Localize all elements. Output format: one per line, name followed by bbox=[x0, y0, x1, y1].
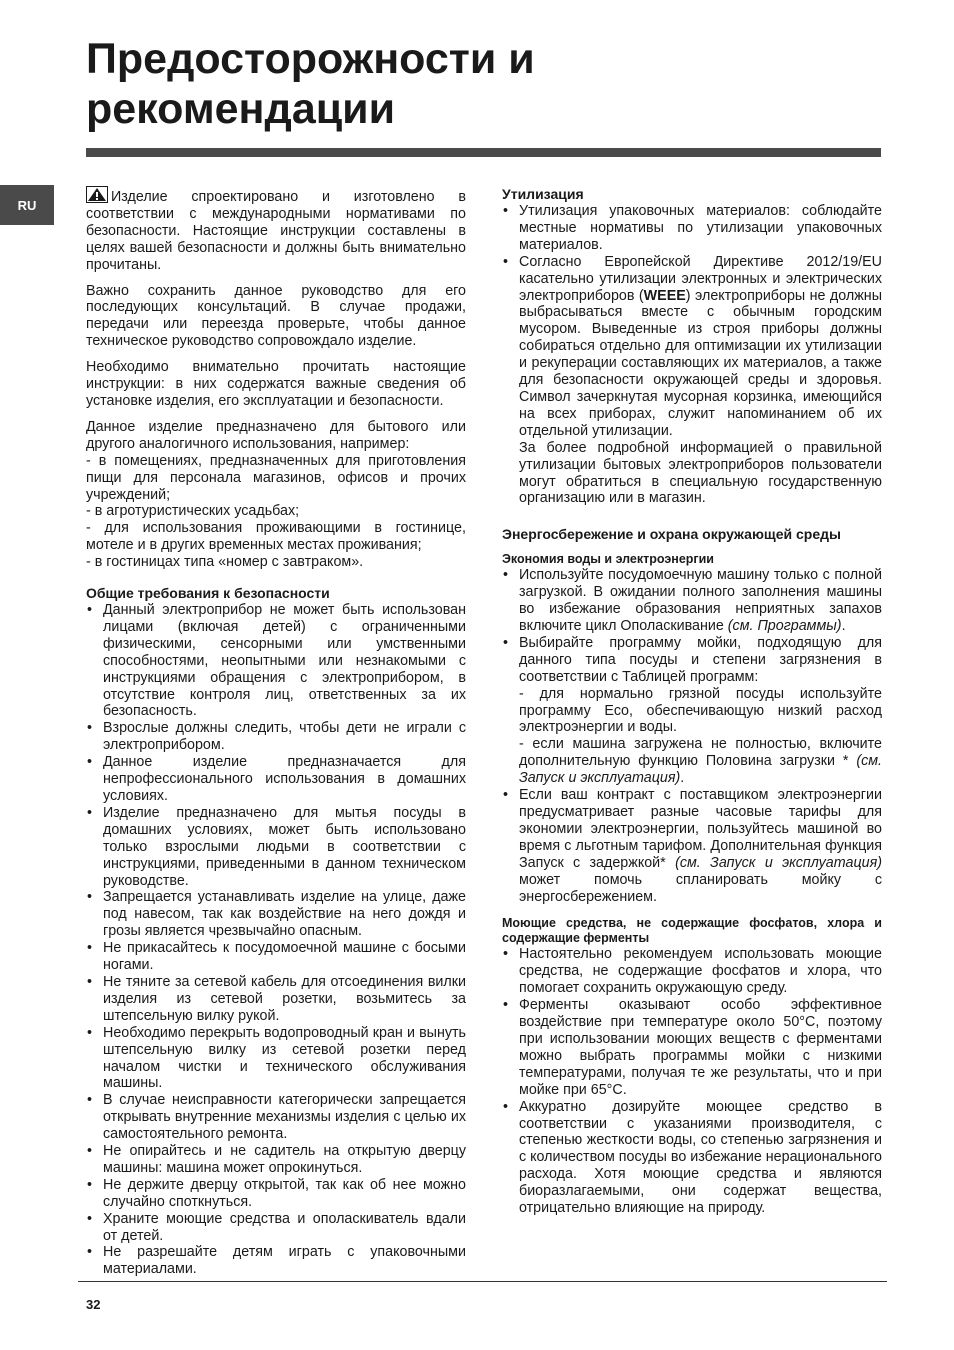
detergent-list bbox=[502, 946, 882, 1217]
title-line-2: рекомендации bbox=[86, 85, 396, 133]
title-divider bbox=[86, 148, 881, 157]
safety-list bbox=[86, 602, 466, 1278]
intro-paragraph bbox=[86, 186, 466, 274]
weee-text-b: ) электроприборы не должны выбрасываться вместе с обычным городским мусором. Выведенные из строя приборы должны собираться отдельно для оптимизации их утилизации и рекуперации составляющих их материалов, а также для безопасности окружающей среды и здоровья. Символ зачеркнутая мусорная корзинка, имеющийся на всех приборах, служит напоминанием об их отдельной утилизации. bbox=[519, 287, 882, 439]
language-tab bbox=[0, 185, 54, 225]
safety-heading: Общие требования к безопасности bbox=[86, 585, 330, 602]
energy-list bbox=[502, 567, 882, 905]
keep-manual-paragraph: Важно сохранить данное руководство для его последующих консультаций. В случае продажи, передачи или переезда проверьте, чтобы данное техническое руководство сопровождало изделие. bbox=[86, 282, 466, 350]
intended-use-line: - для использования проживающими в гостинице, мотеле и в других временных местах проживания; bbox=[86, 520, 466, 554]
list-item: • Используйте посудомоечную машину только с полной загрузкой. В ожидании полного заполнения машины во избежание образования неприятных запахов включите цикл Ополаскивание (см. Программы). bbox=[502, 567, 882, 635]
list-item bbox=[502, 635, 882, 787]
energy-item-2-eco: - для нормально грязной посуды используйте программу Eco, обеспечивающую низкий расход электроэнергии и воды. bbox=[519, 685, 882, 736]
intended-use-intro: Данное изделие предназначено для бытового или другого аналогичного использования, например: bbox=[86, 418, 466, 452]
list-item: • Изделие предназначено для мытья посуды в домашних условиях, может быть использовано только взрослыми людьми в соответствии с инструкциями, приведенными в данном техническом руководстве. bbox=[86, 805, 466, 890]
list-item: • Не держите дверцу открытой, так как об нее можно случайно споткнуться. bbox=[86, 1177, 466, 1211]
list-item: • Запрещается устанавливать изделие на улице, даже под навесом, так как воздействие на него дождя и грозы является чрезвычайно опасным. bbox=[86, 889, 466, 940]
energy-item-2-text: Выбирайте программу мойки, подходящую для данного типа посуды и степени загрязнения в соответствии с Таблицей программ: bbox=[519, 634, 882, 685]
intro-text: Изделие спроектировано и изготовлено в соответствии с международными нормативами по безопасности. Настоящие инструкции составлены в целях вашей безопасности и должны быть внимательно прочитаны. bbox=[86, 189, 466, 273]
energy-item-3-text: Если ваш контракт с поставщиком электроэнергии предусматривает разные часовые тарифы для экономии электроэнергии, пользуйтесь машиной во время с льготным тарифом. Дополнительная функция Запуск с задержкой* bbox=[519, 787, 882, 871]
weee-label: WEEE bbox=[643, 287, 686, 304]
list-item: • Не прикасайтесь к посудомоечной машине с босыми ногами. bbox=[86, 940, 466, 974]
title-line-1: Предосторожности и bbox=[86, 35, 535, 83]
start-ref: (см. Запуск и эксплуатация) bbox=[519, 753, 882, 787]
intended-use-paragraph bbox=[86, 419, 466, 571]
energy-item-1-text: Используйте посудомоечную машину только с полной загрузкой. В ожидании полного заполнения машины во избежание образования неприятных запахов включите цикл Ополаскивание bbox=[519, 567, 882, 635]
warning-icon bbox=[86, 186, 108, 203]
list-item: • Аккуратно дозируйте моющее средство в соответствии с указаниями производителя, с степенью жесткости воды, со степенью загрязнения и с количеством посуды во избежание нерационального расхода. Хотя моющие средства и являются биоразлагаемыми, они содержат вещества, отрицательно влияющие на природу. bbox=[502, 1099, 882, 1217]
list-item bbox=[502, 254, 882, 508]
list-item: • Храните моющие средства и ополаскиватель вдали от детей. bbox=[86, 1211, 466, 1245]
list-item: • Взрослые должны следить, чтобы дети не играли с электроприбором. bbox=[86, 720, 466, 754]
page-title bbox=[86, 34, 886, 134]
language-label: RU bbox=[17, 197, 37, 213]
list-item: • Данное изделие предназначается для непрофессионального использования в домашних условиях. bbox=[86, 754, 466, 805]
list-item: • Утилизация упаковочных материалов: соблюдайте местные нормативы по утилизации упаковочных материалов. bbox=[502, 203, 882, 254]
energy-heading: Энергосбережение и охрана окружающей среды bbox=[502, 526, 841, 543]
list-item bbox=[502, 787, 882, 905]
left-column bbox=[86, 186, 466, 1278]
start-ref: (см. Запуск и эксплуатация) bbox=[675, 854, 882, 871]
weee-text-a: Согласно Европейской Директиве 2012/19/EU касательно утилизации электронных и электрических электроприборов ( bbox=[519, 253, 882, 304]
list-item: • В случае неисправности категорически запрещается открывать внутренние механизмы изделия с целью их самостоятельного ремонта. bbox=[86, 1092, 466, 1143]
page-number: 32 bbox=[86, 1297, 101, 1312]
intended-use-line: - в агротуристических усадьбах; bbox=[86, 503, 300, 520]
list-item: • Данный электроприбор не может быть использован лицами (включая детей) с ограниченными физическими, сенсорными или умственными способностями, неопытными или незнакомыми с инструкциями обращения с электроприбором, в отсутствие контроля лиц, ответственных за их безопасность. bbox=[86, 602, 466, 720]
half-load-text: - если машина загружена не полностью, включите дополнительную функцию Половина загрузки * bbox=[519, 736, 882, 770]
list-item: • Настоятельно рекомендуем использовать моющие средства, не содержащие фосфатов и хлора, что помогает сохранить окружающую среду. bbox=[502, 946, 882, 997]
energy-subheading: Экономия воды и электроэнергии bbox=[502, 552, 714, 567]
read-instructions-paragraph: Необходимо внимательно прочитать настоящие инструкции: в них содержатся важные сведения об установке изделия, его эксплуатации и безопасности. bbox=[86, 359, 466, 409]
disposal-heading: Утилизация bbox=[502, 186, 584, 202]
detergent-heading: Моющие средства, не содержащие фосфатов, хлора и содержащие ферменты bbox=[502, 916, 882, 946]
list-item: • Не опирайтесь и не садитель на открытую дверцу машины: машина может опрокинуться. bbox=[86, 1143, 466, 1177]
disposal-list bbox=[502, 203, 882, 507]
list-item: • Не тяните за сетевой кабель для отсоединения вилки изделия из сетевой розетки, возьмитесь за штепсельную вилку рукой. bbox=[86, 974, 466, 1025]
right-column bbox=[502, 186, 882, 1217]
intended-use-line: - в помещениях, предназначенных для приготовления пищи для персонала магазинов, офисов и прочих учреждений; bbox=[86, 452, 466, 503]
intended-use-line: - в гостиницах типа «номер с завтраком». bbox=[86, 554, 364, 571]
weee-text-c: За более подробной информацией о правильной утилизации бытовых электроприборов пользователи могут обратиться в специальную государственную организацию или в магазин. bbox=[519, 439, 882, 507]
list-item: • Ферменты оказывают особо эффективное воздействие при температуре около 50°C, поэтому при использовании моющих веществ с ферментами можно выбрать программы мойки с низкими температурами, получая те же результаты, что и при мойке при 65°C. bbox=[502, 997, 882, 1098]
footer-divider bbox=[78, 1281, 887, 1282]
energy-item-3-tail: может помочь спланировать мойку с энергосбережением. bbox=[519, 871, 882, 905]
list-item: • Необходимо перекрыть водопроводный кран и вынуть штепсельную вилку из сетевой розетки перед началом чистки и технического обслуживания машины. bbox=[86, 1025, 466, 1093]
list-item: • Не разрешайте детям играть с упаковочными материалами. bbox=[86, 1244, 466, 1278]
energy-item-2-half: - если машина загружена не полностью, включите дополнительную функцию Половина загрузки * (см. Запуск и эксплуатация). bbox=[519, 736, 882, 787]
programs-ref: (см. Программы) bbox=[727, 618, 842, 635]
